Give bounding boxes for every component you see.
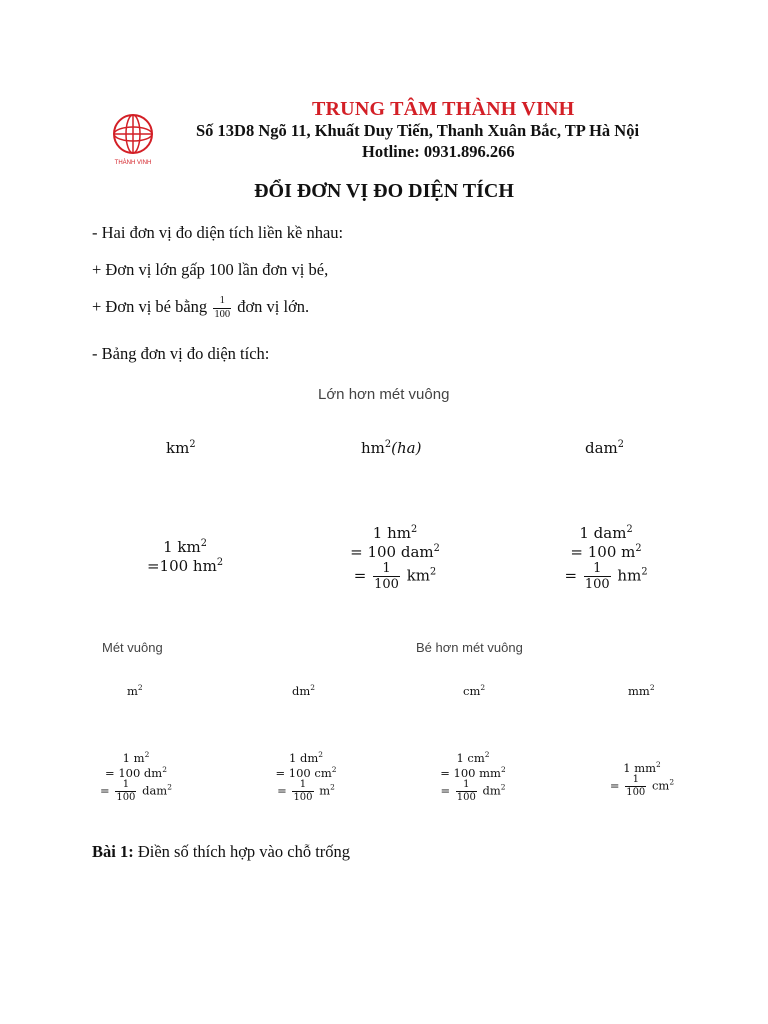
fraction-denominator: 100 [214,308,231,320]
logo-text: THÀNH VINH [114,160,152,166]
unit-dm2: $dm^2$ [292,683,316,698]
conv-line-2: = 100 $cm^2$ [275,765,337,781]
unit-cm2: $cm^2$ [463,683,486,698]
conv-line-1: 1 $hm^2$ [372,524,418,542]
intro-line-1: - Hai đơn vị đo diện tích liền kề nhau: [92,223,344,242]
conv-line-2: = 100 $dm^2$ [105,765,167,781]
intro-line-3-prefix: + Đơn vị bé bằng [92,296,208,316]
fraction: $\frac{1}{100}$ [293,779,313,804]
conv-line-3: = $\frac{1}{100}$ $cm^2$ [609,774,675,799]
conv-line-2: = 100 dam$^2$ [350,542,440,561]
intro-line-3-suffix: đơn vị lớn. [237,296,310,316]
conv-line-1: 1 $km^2$ [163,538,207,556]
conv-line-2: = 100 $mm^2$ [440,765,506,781]
fraction: $\frac{1}{100}$ [584,560,610,592]
unit-dam2 [585,439,624,457]
conv-line-1: 1 $mm^2$ [623,760,661,775]
intro-line-3 [92,296,309,320]
caption-larger-than-m2: Lớn hơn mét vuông [318,386,450,403]
conversion-dam2 [556,524,656,591]
conv-line-3: = $\frac{1}{100}$ dam$^2$ [100,779,172,804]
unit-exp: 2 [617,439,624,450]
fraction: $\frac{1}{100}$ [116,779,136,804]
exercise-label: Bài 1: [92,842,134,861]
unit-base: km [166,439,190,457]
fraction: $\frac{1}{100}$ [374,560,399,592]
conv-line-3: = $\frac{1}{100}$ $m^2$ [277,779,335,804]
unit-exp: 2 [384,439,392,450]
intro-line-2: + Đơn vị lớn gấp 100 lần đơn vị bé, [92,260,329,279]
conv-line-1: 1 $cm^2$ [456,750,490,765]
intro-line-4: - Bảng đơn vị đo diện tích: [92,344,270,363]
exercise-1 [92,842,350,862]
conv-line-3: = $\frac{1}{100}$ $dm^2$ [440,779,506,804]
unit-base: hm [361,439,385,457]
org-address: Số 13D8 Ngõ 11, Khuất Duy Tiến, Thanh Xuân Bắc, TP Hà Nội [196,121,640,140]
conv-line-1: 1 $m^2$ [122,750,150,765]
unit-extra: (ha) [391,439,422,457]
fraction: $\frac{1}{100}$ [626,774,646,799]
conversion-m2 [96,750,176,803]
caption-square-meter: Mét vuông [102,640,163,655]
fraction [213,296,231,320]
conv-line-2: = 100 $m^2$ [570,542,642,561]
conv-line-3: = $\frac{1}{100}$ $km^2$ [353,560,437,592]
fraction-numerator: 1 [219,295,225,306]
unit-base: dam [585,439,618,457]
conversion-km2 [140,538,230,576]
caption-smaller-than-m2: Bé hơn mét vuông [416,640,523,655]
conv-line-3: = $\frac{1}{100}$ $hm^2$ [564,560,648,592]
conv-line-1: 1 $dm^2$ [288,750,323,765]
conversion-dm2 [266,750,346,803]
logo-icon [108,112,158,166]
unit-exp: 2 [189,439,196,450]
unit-mm2: $mm^2$ [628,683,655,698]
conv-line-2: =100 $hm^2$ [146,556,224,575]
unit-km2 [166,439,196,457]
conv-line-1: 1 dam$^2$ [579,524,633,542]
org-name: TRUNG TÂM THÀNH VINH [312,98,575,120]
conversion-mm2 [602,760,682,798]
exercise-text: Điền số thích hợp vào chỗ trống [137,842,351,861]
fraction: $\frac{1}{100}$ [456,779,476,804]
conversion-hm2 [340,524,450,591]
document-title: ĐỔI ĐƠN VỊ ĐO DIỆN TÍCH [254,180,514,202]
center-logo [108,112,158,166]
conversion-cm2 [432,750,514,803]
unit-hm2 [361,439,421,457]
org-hotline: Hotline: 0931.896.266 [362,142,515,161]
unit-m2: $m^2$ [127,683,143,698]
